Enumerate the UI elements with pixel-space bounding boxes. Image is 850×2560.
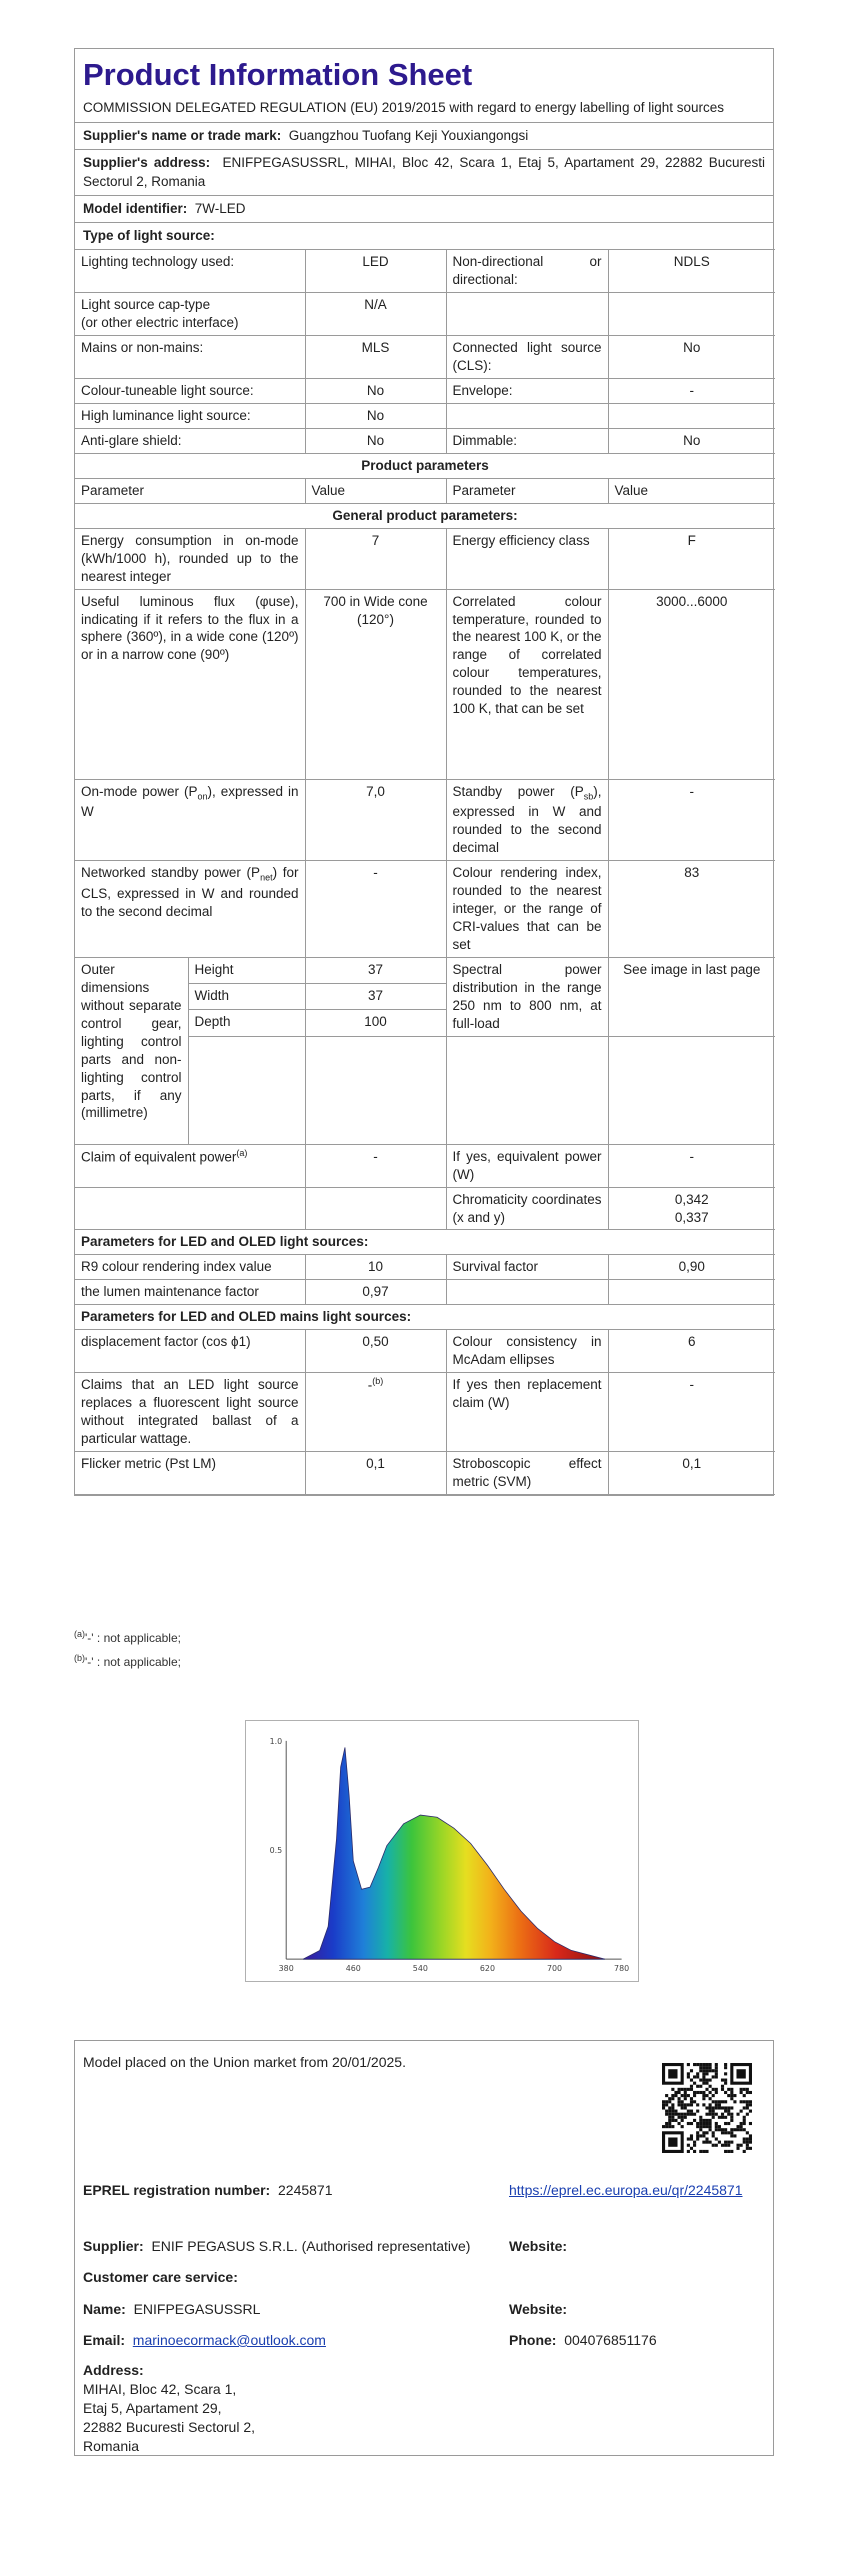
- chromaticity-value: 0,342 0,337: [608, 1187, 775, 1230]
- table-row: [75, 503, 775, 528]
- address-line: Romania: [83, 2437, 140, 2454]
- address-line: 22882 Bucuresti Sectorul 2,: [83, 2418, 255, 2435]
- table-row: [75, 293, 775, 336]
- width-label: Width: [188, 984, 305, 1010]
- model-label: Model identifier:: [83, 200, 188, 216]
- table-row: [75, 1305, 775, 1330]
- mains-label: Mains or non-mains:: [75, 336, 305, 379]
- table-row: [75, 1255, 775, 1280]
- empty-cell: [75, 1187, 305, 1230]
- outer-dimensions-label: Outer dimensions without separate control gear, lighting control parts and non-lighting control parts, if any (millimetre): [75, 957, 188, 1144]
- footnote-a: $^{(a)}$'-' : not applicable;: [74, 1629, 181, 1645]
- table-row: [75, 528, 775, 589]
- table-row: [75, 957, 775, 983]
- table-row: [75, 1330, 775, 1373]
- website-label-2: Website:: [509, 2301, 568, 2317]
- empty-cell: [608, 403, 775, 428]
- col-header-value: Value: [608, 478, 775, 503]
- energy-value: 7: [305, 528, 446, 589]
- spectrum-area: [303, 1747, 605, 1959]
- table-row: [75, 1373, 775, 1452]
- x-tick-label: 780: [614, 1964, 630, 1974]
- highlum-label: High luminance light source:: [75, 403, 305, 428]
- table-row: [75, 379, 775, 404]
- tune-label: Colour-tuneable light source:: [75, 379, 305, 404]
- email-row: Email: marinoecormack@outlook.com: [83, 2332, 326, 2348]
- type-heading: Type of light source:: [83, 228, 215, 244]
- table-row: [75, 779, 775, 861]
- eprel-row: EPREL registration number: 2245871: [83, 2182, 333, 2198]
- flux-value: 700 in Wide cone (120°): [305, 589, 446, 779]
- stroboscopic-value: 0,1: [608, 1452, 775, 1495]
- directional-value: NDLS: [608, 250, 775, 293]
- x-tick-label: 700: [546, 1964, 563, 1974]
- networked-standby-label: Networked standby power $(P_{net})$ for CLS, expressed in W and rounded to the second decimal: [75, 861, 305, 958]
- replacement-claim-label: Claims that an LED light source replaces a fluorescent light source without integrated ballast of a particular wattage.: [75, 1373, 305, 1452]
- table-row: [75, 453, 775, 478]
- envelope-label: Envelope:: [446, 379, 608, 404]
- table-row: [75, 250, 775, 293]
- market-date-text: Model placed on the Union market from 20/01/2025.: [83, 2054, 406, 2070]
- model-value: 7W-LED: [194, 200, 246, 216]
- product-info-panel: [74, 2040, 774, 2456]
- table-row: [75, 428, 775, 453]
- cct-value: 3000...6000: [608, 589, 775, 779]
- product-information-sheet: [74, 48, 774, 1496]
- cls-label: Connected light source (CLS):: [446, 336, 608, 379]
- replace-claim-w-label: If yes then replacement claim (W): [446, 1373, 608, 1452]
- empty-cell: [305, 1036, 446, 1144]
- address-line: MIHAI, Bloc 42, Scara 1,: [83, 2380, 237, 2397]
- consistency-label: Colour consistency in McAdam ellipses: [446, 1330, 608, 1373]
- customer-care-heading: Customer care service:: [83, 2269, 238, 2285]
- replacement-claim-value: -$^{(b)}$: [305, 1373, 446, 1452]
- envelope-value: -: [608, 379, 775, 404]
- replace-claim-w-value: -: [608, 1373, 775, 1452]
- highlum-value: No: [305, 403, 446, 428]
- sheet-header: [75, 49, 773, 123]
- qr-code-icon[interactable]: [662, 2063, 752, 2153]
- address-block: [83, 2361, 255, 2455]
- table-row: [75, 1144, 775, 1187]
- empty-cell: [188, 1036, 305, 1144]
- depth-value: 100: [305, 1010, 446, 1036]
- dimmable-label: Dimmable:: [446, 428, 608, 453]
- supplier-address-row: [75, 150, 773, 195]
- phone-row: Phone: 004076851176: [509, 2332, 657, 2348]
- care-name-value: ENIFPEGASUSSRL: [133, 2301, 261, 2317]
- supplier-address-label: Supplier's address:: [83, 155, 211, 171]
- height-label: Height: [188, 957, 305, 983]
- cri-value: 83: [608, 861, 775, 958]
- ifyes-value: -: [608, 1144, 775, 1187]
- model-row: [75, 196, 773, 223]
- footnote-b: $^{(b)}$'-' : not applicable;: [74, 1653, 181, 1670]
- col-header-param: Parameter: [446, 478, 608, 503]
- r9-value: 10: [305, 1255, 446, 1280]
- spd-label: Spectral power distribution in the range 250 nm to 800 nm, at full-load: [446, 957, 608, 1036]
- supplier-name-row: [75, 123, 773, 150]
- x-tick-label: 540: [412, 1964, 428, 1974]
- supplier-name-label: Supplier's name or trade mark:: [83, 128, 282, 144]
- displacement-label: displacement factor (cos ϕ1): [75, 1330, 305, 1373]
- antiglare-label: Anti-glare shield:: [75, 428, 305, 453]
- dimmable-value: No: [608, 428, 775, 453]
- survival-label: Survival factor: [446, 1255, 608, 1280]
- eprel-link[interactable]: https://eprel.ec.europa.eu/qr/2245871: [509, 2182, 743, 2198]
- empty-cell: [446, 403, 608, 428]
- efficiency-value: F: [608, 528, 775, 589]
- x-tick-label: 620: [479, 1964, 496, 1974]
- standby-label: Standby power $(P_{sb})$, expressed in W and rounded to the second decimal: [446, 779, 608, 861]
- website-label: Website:: [509, 2238, 568, 2254]
- table-row: [75, 403, 775, 428]
- type-heading-row: [75, 223, 773, 249]
- chromaticity-label: Chromaticity coordinates (x and y): [446, 1187, 608, 1230]
- empty-cell: [446, 1036, 608, 1144]
- cap-value: N/A: [305, 293, 446, 336]
- supplier-row: Supplier: ENIF PEGASUS S.R.L. (Authorised representative): [83, 2238, 471, 2254]
- table-row: [75, 1452, 775, 1495]
- y-tick-label: 0.5: [269, 1845, 283, 1855]
- flicker-label: Flicker metric (Pst LM): [75, 1452, 305, 1495]
- antiglare-value: No: [305, 428, 446, 453]
- cls-value: No: [608, 336, 775, 379]
- height-value: 37: [305, 957, 446, 983]
- empty-cell: [446, 293, 608, 336]
- y-tick-label: 1.0: [269, 1736, 283, 1746]
- onmode-value: 7,0: [305, 779, 446, 861]
- table-row: [75, 478, 775, 503]
- empty-cell: [608, 1036, 775, 1144]
- general-heading: General product parameters:: [75, 503, 775, 528]
- flux-label: Useful luminous flux (φuse), indicating if it refers to the flux in a sphere (360º), in a wide cone (120º) or in a narrow cone (90º): [75, 589, 305, 779]
- supplier-address-value: ENIFPEGASUSSRL, MIHAI, Bloc 42, Scara 1, Etaj 5, Apartament 29, 22882 Bucuresti Sectorul 2, Romania: [83, 155, 766, 189]
- x-tick-label: 460: [345, 1964, 361, 1974]
- col-header-value: Value: [305, 478, 446, 503]
- empty-cell: [608, 293, 775, 336]
- equiv-power-value: -: [305, 1144, 446, 1187]
- mains-heading: Parameters for LED and OLED mains light sources:: [75, 1305, 775, 1330]
- lumen-maintenance-label: the lumen maintenance factor: [75, 1280, 305, 1305]
- supplier-name-value: Guangzhou Tuofang Keji Youxiangongsi: [288, 128, 529, 144]
- email-link[interactable]: marinoecormack@outlook.com: [132, 2332, 326, 2348]
- stroboscopic-label: Stroboscopic effect metric (SVM): [446, 1452, 608, 1495]
- spd-value: See image in last page: [608, 957, 775, 1036]
- depth-label: Depth: [188, 1010, 305, 1036]
- tech-value: LED: [305, 250, 446, 293]
- ifyes-label: If yes, equivalent power (W): [446, 1144, 608, 1187]
- table-row: [75, 336, 775, 379]
- mains-value: MLS: [305, 336, 446, 379]
- regulation-subtitle: COMMISSION DELEGATED REGULATION (EU) 2019/2015 with regard to energy labelling of light sources: [83, 99, 724, 115]
- phone-value: 004076851176: [564, 2332, 657, 2348]
- flicker-value: 0,1: [305, 1452, 446, 1495]
- x-tick-label: 380: [278, 1964, 294, 1974]
- led-heading: Parameters for LED and OLED light sources:: [75, 1230, 775, 1255]
- cct-label: Correlated colour temperature, rounded to the nearest 100 K, or the range of correlated colour temperatures, rounded to the nearest 100 K, that can be set: [446, 589, 608, 779]
- empty-cell: [446, 1280, 608, 1305]
- tech-label: Lighting technology used:: [75, 250, 305, 293]
- address-line: Etaj 5, Apartament 29,: [83, 2399, 222, 2416]
- displacement-value: 0,50: [305, 1330, 446, 1373]
- survival-value: 0,90: [608, 1255, 775, 1280]
- spectral-power-chart: [245, 1720, 639, 1982]
- cri-label: Colour rendering index, rounded to the nearest integer, or the range of CRI-values that can be set: [446, 861, 608, 958]
- consistency-value: 6: [608, 1330, 775, 1373]
- directional-label: Non-directional or directional:: [446, 250, 608, 293]
- empty-cell: [305, 1187, 446, 1230]
- width-value: 37: [305, 984, 446, 1010]
- tune-value: No: [305, 379, 446, 404]
- parameters-table: [75, 249, 775, 1495]
- address-label: Address:: [83, 2362, 144, 2378]
- table-row: [75, 1187, 775, 1230]
- networked-standby-value: -: [305, 861, 446, 958]
- footnotes: [74, 1628, 181, 1670]
- care-name-row: Name: ENIFPEGASUSSRL: [83, 2301, 261, 2317]
- energy-label: Energy consumption in on-mode (kWh/1000 h), rounded up to the nearest integer: [75, 528, 305, 589]
- cap-label: Light source cap-type (or other electric interface): [75, 293, 305, 336]
- r9-label: R9 colour rendering index value: [75, 1255, 305, 1280]
- standby-value: -: [608, 779, 775, 861]
- table-row: [75, 1230, 775, 1255]
- efficiency-label: Energy efficiency class: [446, 528, 608, 589]
- table-row: [75, 861, 775, 958]
- table-row: [75, 589, 775, 779]
- onmode-label: On-mode power $(P_{on})$, expressed in W: [75, 779, 305, 861]
- empty-cell: [608, 1280, 775, 1305]
- supplier-value: ENIF PEGASUS S.R.L. (Authorised representative): [151, 2238, 471, 2254]
- eprel-value: 2245871: [278, 2182, 333, 2198]
- equiv-power-label: Claim of equivalent power$^{(a)}$: [75, 1144, 305, 1187]
- lumen-maintenance-value: 0,97: [305, 1280, 446, 1305]
- col-header-param: Parameter: [75, 478, 305, 503]
- page-title: Product Information Sheet: [83, 57, 473, 92]
- product-params-heading: Product parameters: [75, 453, 775, 478]
- table-row: [75, 1280, 775, 1305]
